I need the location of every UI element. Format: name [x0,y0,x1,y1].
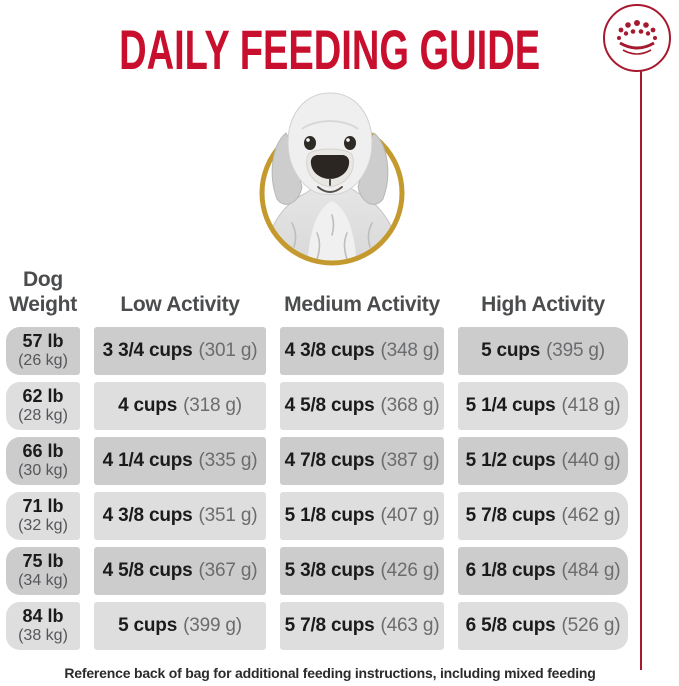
low-activity-cell [94,492,266,540]
cups-amount: 6 1/8 cups [465,560,556,581]
high-activity-cell [458,327,628,375]
dog-weight-header-line2: Weight [9,293,77,317]
cups-amount: 5 1/4 cups [465,395,556,416]
weight-cell [6,327,80,375]
weight-lb: 84 lb [22,606,64,627]
cups-amount: 4 7/8 cups [284,450,375,471]
cups-amount: 4 3/8 cups [102,505,193,526]
medium-activity-cell [280,602,444,650]
grams-amount: (463 g) [380,615,440,636]
grams-amount: (335 g) [198,450,258,471]
grams-amount: (399 g) [183,615,242,636]
cups-amount: 4 5/8 cups [102,560,193,581]
weight-kg: (38 kg) [18,627,68,645]
col-header-dog-weight [6,267,80,320]
cups-amount: 5 cups [118,615,178,636]
low-activity-cell [94,602,266,650]
grams-amount: (318 g) [183,395,242,416]
cups-amount: 5 1/8 cups [284,505,375,526]
weight-lb: 75 lb [22,551,64,572]
medium-activity-cell [280,437,444,485]
weight-kg: (32 kg) [18,517,68,535]
royal-canin-crown-logo-icon [601,2,673,74]
grams-amount: (368 g) [380,395,440,416]
low-activity-cell [94,382,266,430]
footer-note: Reference back of bag for additional feeding instructions, including mixed feeding [64,665,596,681]
col-header-high-activity: High Activity [481,293,605,317]
grams-amount: (484 g) [561,560,621,581]
high-activity-cell [458,492,628,540]
grams-amount: (462 g) [561,505,621,526]
page-title: DAILY FEEDING GUIDE [119,18,541,81]
weight-cell [6,437,80,485]
low-activity-cell [94,437,266,485]
right-red-rule [640,71,642,670]
cups-amount: 4 1/4 cups [102,450,193,471]
grams-amount: (387 g) [380,450,440,471]
col-header-medium-activity: Medium Activity [284,293,440,317]
medium-activity-cell [280,327,444,375]
table-row [6,327,628,375]
high-activity-cell [458,382,628,430]
low-activity-cell [94,547,266,595]
low-activity-cell [94,327,266,375]
weight-kg: (34 kg) [18,572,68,590]
high-activity-cell [458,602,628,650]
table-row [6,547,628,595]
dog-weight-header-line1: Dog [23,267,63,291]
weight-lb: 57 lb [22,331,64,352]
grams-amount: (348 g) [380,340,440,361]
cups-amount: 4 cups [118,395,178,416]
table-header-row [6,262,628,320]
medium-activity-cell [280,382,444,430]
grams-amount: (426 g) [380,560,440,581]
cups-amount: 3 3/4 cups [102,340,193,361]
weight-cell [6,602,80,650]
cups-amount: 5 1/2 cups [465,450,556,471]
grams-amount: (440 g) [561,450,621,471]
weight-lb: 62 lb [22,386,64,407]
medium-activity-cell [280,492,444,540]
cups-amount: 5 cups [481,340,541,361]
grams-amount: (301 g) [198,340,258,361]
grams-amount: (367 g) [198,560,258,581]
weight-kg: (30 kg) [18,462,68,480]
page-title-wrap [0,18,660,81]
weight-cell [6,492,80,540]
table-row [6,492,628,540]
medium-activity-cell [280,547,444,595]
cups-amount: 6 5/8 cups [465,615,556,636]
table-row [6,437,628,485]
cups-amount: 5 3/8 cups [284,560,375,581]
cups-amount: 5 7/8 cups [465,505,556,526]
weight-kg: (26 kg) [18,352,68,370]
grams-amount: (395 g) [546,340,605,361]
high-activity-cell [458,547,628,595]
col-header-low-activity: Low Activity [120,293,240,317]
cups-amount: 4 3/8 cups [284,340,375,361]
cups-amount: 5 7/8 cups [284,615,375,636]
weight-cell [6,547,80,595]
grams-amount: (351 g) [198,505,258,526]
weight-cell [6,382,80,430]
table-row [6,602,628,650]
feeding-table [6,327,628,650]
grams-amount: (526 g) [561,615,621,636]
weight-lb: 71 lb [22,496,64,517]
cups-amount: 4 5/8 cups [284,395,375,416]
table-row [6,382,628,430]
grams-amount: (407 g) [380,505,440,526]
high-activity-cell [458,437,628,485]
weight-lb: 66 lb [22,441,64,462]
grams-amount: (418 g) [561,395,621,416]
weight-kg: (28 kg) [18,407,68,425]
